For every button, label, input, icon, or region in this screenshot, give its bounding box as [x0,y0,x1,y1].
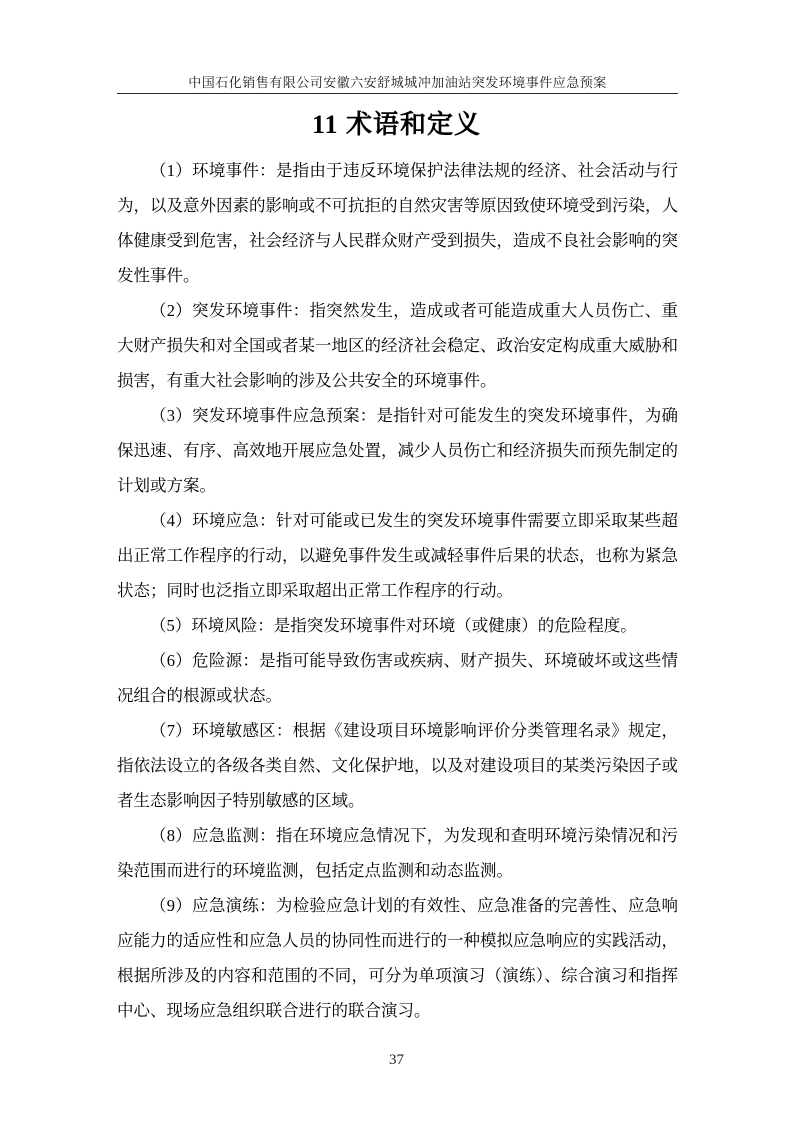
definition-paragraph-1: （1）环境事件：是指由于违反环境保护法律法规的经济、社会活动与行为，以及意外因素的影响或不可抗拒的自然灾害等原因致使环境受到污染，人体健康受到危害，社会经济与人民群众财产受到损失，造成不良社会影响的突发性事件。 [117,161,678,285]
definition-paragraph-6: （6）危险源：是指可能导致伤害或疾病、财产损失、环境破坏或这些情况组合的根源或状态。 [117,651,678,705]
document-body [117,153,678,1028]
header-rule [117,93,678,94]
page-number: 37 [389,1052,404,1068]
section-title: 11 术语和定义 [311,110,482,139]
definition-paragraph-8: （8）应急监测：指在环境应急情况下，为发现和查明环境污染情况和污染范围而进行的环境监测，包括定点监测和动态监测。 [117,826,678,880]
definition-paragraph-4: （4）环境应急：针对可能或已发生的突发环境事件需要立即采取某些超出正常工作程序的行动，以避免事件发生或减轻事件后果的状态，也称为紧急状态；同时也泛指立即采取超出正常工作程序的行动。 [117,511,678,600]
definition-paragraph-9: （9）应急演练：为检验应急计划的有效性、应急准备的完善性、应急响应能力的适应性和应急人员的协同性而进行的一种模拟应急响应的实践活动，根据所涉及的内容和范围的不同，可分为单项演习（演练）、综合演习和指挥中心、现场应急组织联合进行的联合演习。 [117,896,678,1020]
definition-paragraph-5: （5）环境风险：是指突发环境事件对环境（或健康）的危险程度。 [150,616,637,635]
page-header: 中国石化销售有限公司安徽六安舒城城冲加油站突发环境事件应急预案 [188,75,607,90]
definition-paragraph-2: （2）突发环境事件：指突然发生，造成或者可能造成重大人员伤亡、重大财产损失和对全国或者某一地区的经济社会稳定、政治安定构成重大威胁和损害，有重大社会影响的涉及公共安全的环境事件。 [117,301,678,390]
definition-paragraph-3: （3）突发环境事件应急预案：是指针对可能发生的突发环境事件，为确保迅速、有序、高效地开展应急处置，减少人员伤亡和经济损失而预先制定的计划或方案。 [117,406,678,495]
definition-paragraph-7: （7）环境敏感区：根据《建设项目环境影响评价分类管理名录》规定，指依法设立的各级各类自然、文化保护地，以及对建设项目的某类污染因子或者生态影响因子特别敏感的区域。 [117,721,678,810]
